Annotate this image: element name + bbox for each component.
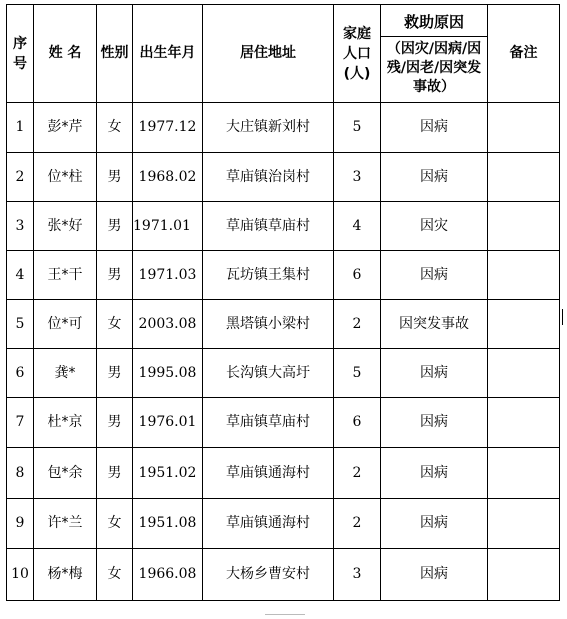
row-cause: 因突发事故 [381,300,488,349]
row-birth: 1971.03 [133,251,203,300]
row-gender: 女 [97,549,133,601]
header-name: 姓 名 [34,5,97,103]
table-row [7,398,560,448]
row-serial: 1 [7,103,34,153]
row-name: 位*可 [34,300,97,349]
row-cause: 因灾 [381,202,488,251]
header-cause [381,5,488,103]
row-gender: 男 [97,251,133,300]
table-row [7,153,560,202]
row-remarks [488,153,560,202]
row-address: 黑塔镇小梁村 [203,300,334,349]
row-cause: 因病 [381,499,488,549]
row-household: 2 [334,300,381,349]
row-household: 2 [334,448,381,499]
row-serial: 10 [7,549,34,601]
table-row [7,251,560,300]
row-gender: 男 [97,349,133,398]
row-serial: 7 [7,398,34,448]
header-remarks: 备注 [488,5,560,103]
row-remarks [488,549,560,601]
row-remarks [488,349,560,398]
row-serial: 5 [7,300,34,349]
row-birth: 1976.01 [133,398,203,448]
row-household: 5 [334,349,381,398]
row-gender: 男 [97,202,133,251]
header-address: 居住地址 [203,5,334,103]
row-birth: 1951.02 [133,448,203,499]
table-row [7,448,560,499]
header-row [7,5,560,103]
page-edge-mark [265,614,305,615]
row-cause: 因病 [381,549,488,601]
row-address: 草庙镇草庙村 [203,398,334,448]
row-remarks [488,300,560,349]
row-birth: 2003.08 [133,300,203,349]
row-birth: 1977.12 [133,103,203,153]
row-serial: 8 [7,448,34,499]
row-serial: 2 [7,153,34,202]
row-name: 王*干 [34,251,97,300]
row-gender: 男 [97,153,133,202]
row-address: 草庙镇通海村 [203,448,334,499]
row-address: 草庙镇治岗村 [203,153,334,202]
row-household: 3 [334,153,381,202]
row-name: 许*兰 [34,499,97,549]
row-name: 杨*梅 [34,549,97,601]
row-gender: 男 [97,448,133,499]
header-serial: 序号 [7,5,34,103]
header-household: 家庭人口(人) [334,5,381,103]
row-gender: 女 [97,499,133,549]
row-name: 包*余 [34,448,97,499]
row-name: 龚* [34,349,97,398]
row-birth: 1995.08 [133,349,203,398]
header-birth: 出生年月 [133,5,203,103]
table-row [7,300,560,349]
row-address: 草庙镇通海村 [203,499,334,549]
row-remarks [488,103,560,153]
table-row [7,549,560,601]
table-row [7,202,560,251]
row-address: 瓦坊镇王集村 [203,251,334,300]
row-birth: 1968.02 [133,153,203,202]
text-cursor [562,309,563,325]
row-remarks [488,202,560,251]
row-birth: 1966.08 [133,549,203,601]
row-address: 大杨乡曹安村 [203,549,334,601]
row-household: 3 [334,549,381,601]
row-cause: 因病 [381,251,488,300]
row-cause: 因病 [381,153,488,202]
row-gender: 女 [97,300,133,349]
row-name: 杜*京 [34,398,97,448]
row-name: 彭*芹 [34,103,97,153]
row-household: 6 [334,251,381,300]
row-cause: 因病 [381,398,488,448]
row-address: 长沟镇大高圩 [203,349,334,398]
row-serial: 4 [7,251,34,300]
row-cause: 因病 [381,103,488,153]
row-gender: 女 [97,103,133,153]
relief-recipients-table [6,4,560,601]
header-cause-title: 救助原因 [381,8,487,37]
row-name: 位*柱 [34,153,97,202]
row-remarks [488,448,560,499]
row-birth: 1971.01 [133,202,203,251]
row-birth: 1951.08 [133,499,203,549]
header-gender: 性别 [97,5,133,103]
row-household: 4 [334,202,381,251]
row-remarks [488,251,560,300]
row-household: 5 [334,103,381,153]
row-household: 2 [334,499,381,549]
row-household: 6 [334,398,381,448]
row-remarks [488,398,560,448]
row-serial: 3 [7,202,34,251]
row-serial: 6 [7,349,34,398]
table-row [7,349,560,398]
row-name: 张*好 [34,202,97,251]
row-serial: 9 [7,499,34,549]
row-gender: 男 [97,398,133,448]
table-row [7,499,560,549]
row-cause: 因病 [381,448,488,499]
header-cause-options: （因灾/因病/因残/因老/因突发事故） [386,40,482,95]
row-address: 草庙镇草庙村 [203,202,334,251]
row-address: 大庄镇新刘村 [203,103,334,153]
row-remarks [488,499,560,549]
row-cause: 因病 [381,349,488,398]
table-row [7,103,560,153]
